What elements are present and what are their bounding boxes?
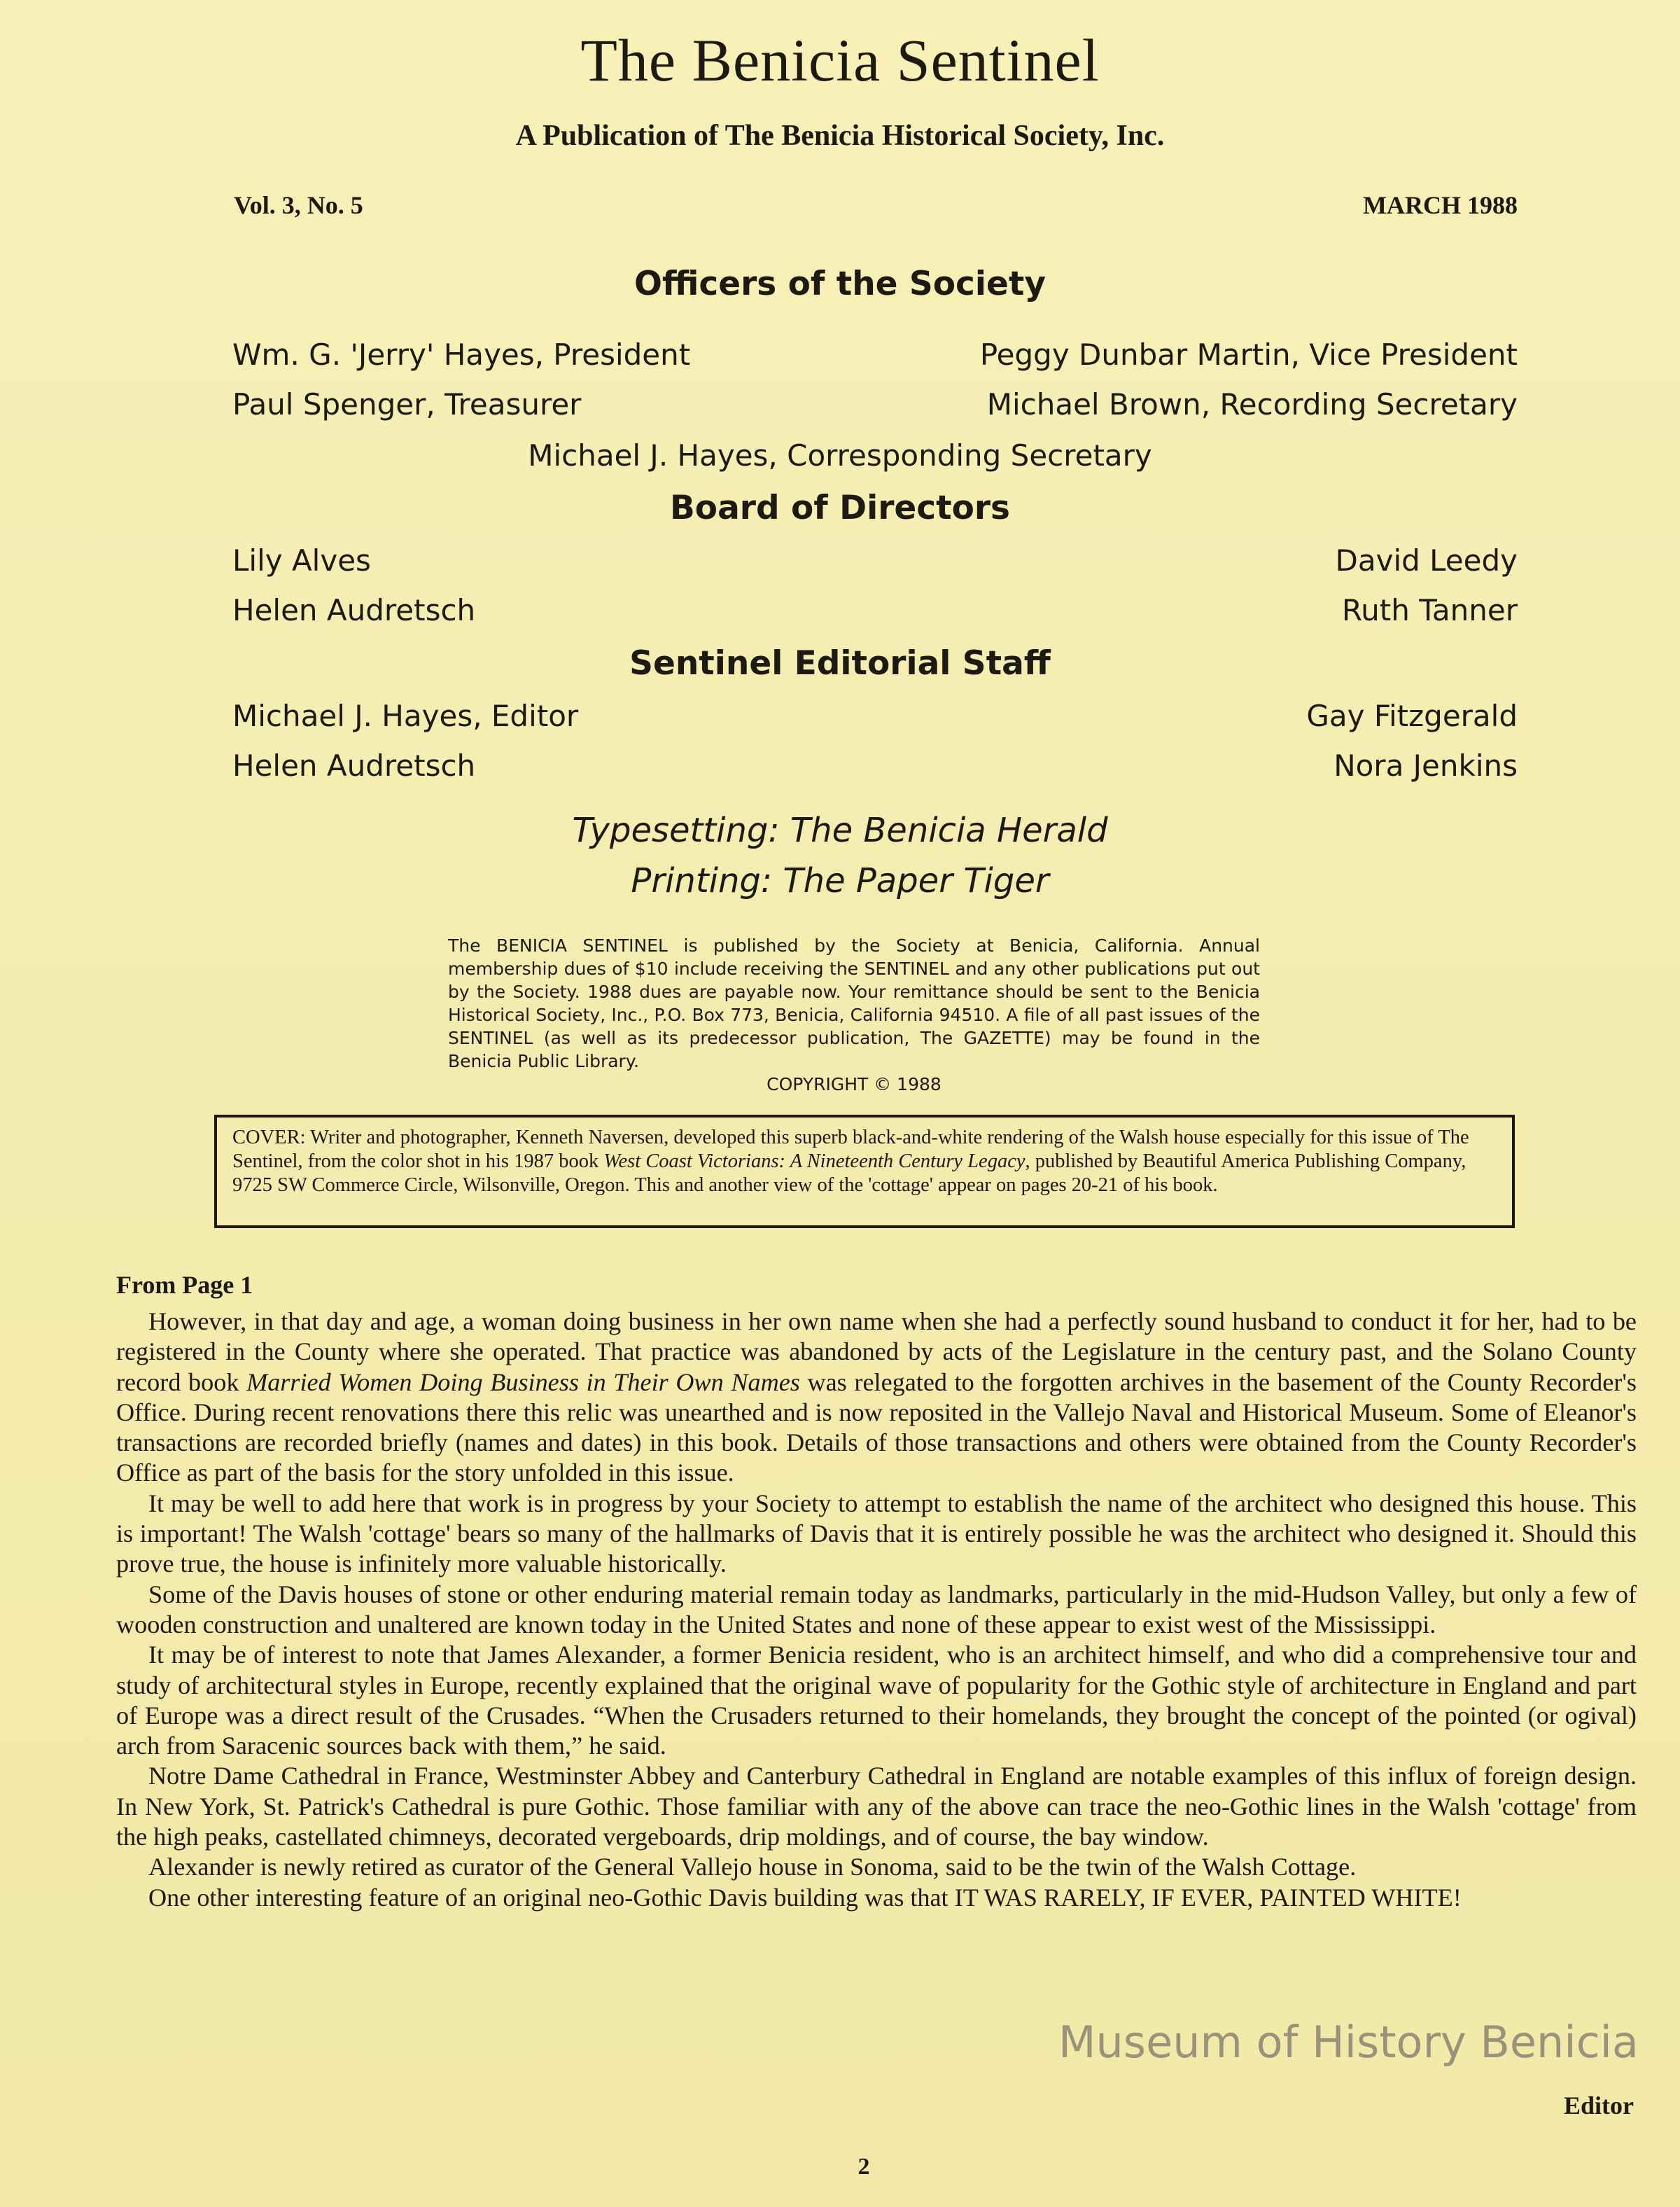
article-paragraph: Some of the Davis houses of stone or other enduring material remain today as landmarks, particularly in the mid-Hudson Valley, but only a few of wooden construction and unaltered are known today in the United States and none of these appear to exist west of the Mississippi. (116, 1580, 1637, 1638)
continued-from-label: From Page 1 (116, 1271, 253, 1299)
staff-member: Gay Fitzgerald (1306, 699, 1518, 733)
publication-note-text: The BENICIA SENTINEL is published by the Society at Benicia, California. Annual membership dues of $10 include receiving the SENTINEL and any other publications put out by the Society. 1988 dues are payable now. Your remittance should be sent to the Benicia Historical Society, Inc., P.O. Box 773, Benicia, California 94510. A file of all past issues of the SENTINEL (as well as its predecessor publication, The GAZETTE) may be found in the Benicia Public Library. (448, 935, 1260, 1071)
copyright-line: COPYRIGHT © 1988 (766, 1074, 941, 1094)
cover-book-title: West Coast Victorians: A Nineteenth Century Legacy (603, 1150, 1026, 1172)
paragraph-text: However, in that day and age, a woman doing business in her own name when she had a perfectly sound husband to conduct it for her, had to be registered in the County where she operated. That practice was abandoned by acts of the Legislature in the century past, and the Solano County record book (116, 1307, 1637, 1396)
board-member: David Leedy (1335, 543, 1518, 578)
officers-row (232, 387, 1518, 429)
officer-corresponding-secretary: Michael J. Hayes, Corresponding Secretary (528, 438, 1152, 473)
officer-recording-secretary: Michael Brown, Recording Secretary (986, 387, 1518, 422)
cover-note-text: COVER: Writer and photographer, Kenneth Naversen, developed this superb black-and-white rendering of the Walsh house especially for this issue of The Sentinel, from the color shot in his 1987 book (232, 1127, 1469, 1172)
typesetting-credit: Typesetting: The Benicia Herald (572, 811, 1108, 850)
printing-credit: Printing: The Paper Tiger (631, 861, 1049, 900)
issue-date: MARCH 1988 (1363, 191, 1518, 219)
paragraph-text: was relegated to the forgotten archives in the basement of the County Recorder's Office. During recent renovations there this relic was unearthed and is now reposited in the Vallejo Naval and Historical Museum. Some of Eleanor's transactions are recorded briefly (names and dates) in this book. Details of those transactions and others were obtained from the County Recorder's Office as part of the basis for the story unfolded in this issue. (116, 1367, 1637, 1487)
article-paragraph: Alexander is newly retired as curator of the General Vallejo house in Sonoma, said to be the twin of the Walsh Cottage. (148, 1853, 1357, 1881)
record-book-title: Married Women Doing Business in Their Own Names (246, 1367, 800, 1396)
museum-watermark: Museum of History Benicia (1058, 2017, 1639, 2068)
board-heading: Board of Directors (669, 489, 1011, 527)
page-number: 2 (858, 2154, 870, 2180)
article-paragraph (116, 1307, 1637, 1489)
board-member: Lily Alves (232, 543, 371, 578)
editor-signature: Editor (1563, 2091, 1634, 2119)
staff-member: Michael J. Hayes, Editor (232, 699, 579, 733)
officer-vice-president: Peggy Dunbar Martin, Vice President (979, 337, 1518, 372)
staff-member: Nora Jenkins (1334, 749, 1518, 783)
board-member: Ruth Tanner (1341, 593, 1518, 627)
officer-treasurer: Paul Spenger, Treasurer (232, 387, 582, 422)
publication-note (448, 934, 1260, 1096)
staff-heading: Sentinel Editorial Staff (629, 644, 1051, 683)
board-row (232, 593, 1518, 635)
staff-row (232, 699, 1518, 741)
board-member: Helen Audretsch (232, 593, 476, 627)
masthead-title: The Benicia Sentinel (580, 27, 1100, 94)
article-paragraph: Notre Dame Cathedral in France, Westminster Abbey and Canterbury Cathedral in England are notable examples of this influx of foreign design. In New York, St. Patrick's Cathedral is pure Gothic. Those familiar with any of the above can trace the neo-Gothic lines in the Walsh 'cottage' from the high peaks, castellated chimneys, decorated vergeboards, drip moldings, and of course, the bay window. (116, 1762, 1637, 1851)
officer-president: Wm. G. 'Jerry' Hayes, President (232, 337, 691, 372)
cover-note-box (214, 1115, 1515, 1228)
volume-label: Vol. 3, No. 5 (234, 191, 363, 219)
staff-row (232, 749, 1518, 791)
cover-note-text: , published by Beautiful America Publishing Company, 9725 SW Commerce Circle, Wilsonville, Oregon. This and another view of the 'cottage' appear on pages 20-21 of his book. (232, 1150, 1466, 1196)
staff-member: Helen Audretsch (232, 749, 476, 783)
article-paragraph: It may be well to add here that work is in progress by your Society to attempt to establish the name of the architect who designed this house. This is important! The Walsh 'cottage' bears so many of the hallmarks of Davis that it is entirely possible he was the architect who designed it. Should this prove true, the house is infinitely more valuable historically. (116, 1489, 1637, 1578)
officers-heading: Officers of the Society (634, 265, 1046, 303)
article-body (116, 1307, 1637, 1913)
officers-row (232, 337, 1518, 380)
board-row (232, 543, 1518, 585)
masthead-subtitle: A Publication of The Benicia Historical Society, Inc. (515, 120, 1165, 152)
article-paragraph: It may be of interest to note that James Alexander, a former Benicia resident, who is an architect himself, and who did a comprehensive tour and study of architectural styles in Europe, recently explained that the original wave of popularity for the Gothic style of architecture in England and part of Europe was a direct result of the Crusades. “When the Crusaders returned to their homelands, they brought the concept of the pointed (or ogival) arch from Saracenic sources back with them,” he said. (116, 1641, 1637, 1760)
article-paragraph: One other interesting feature of an original neo-Gothic Davis building was that IT WAS RARELY, IF EVER, PAINTED WHITE! (148, 1883, 1462, 1912)
